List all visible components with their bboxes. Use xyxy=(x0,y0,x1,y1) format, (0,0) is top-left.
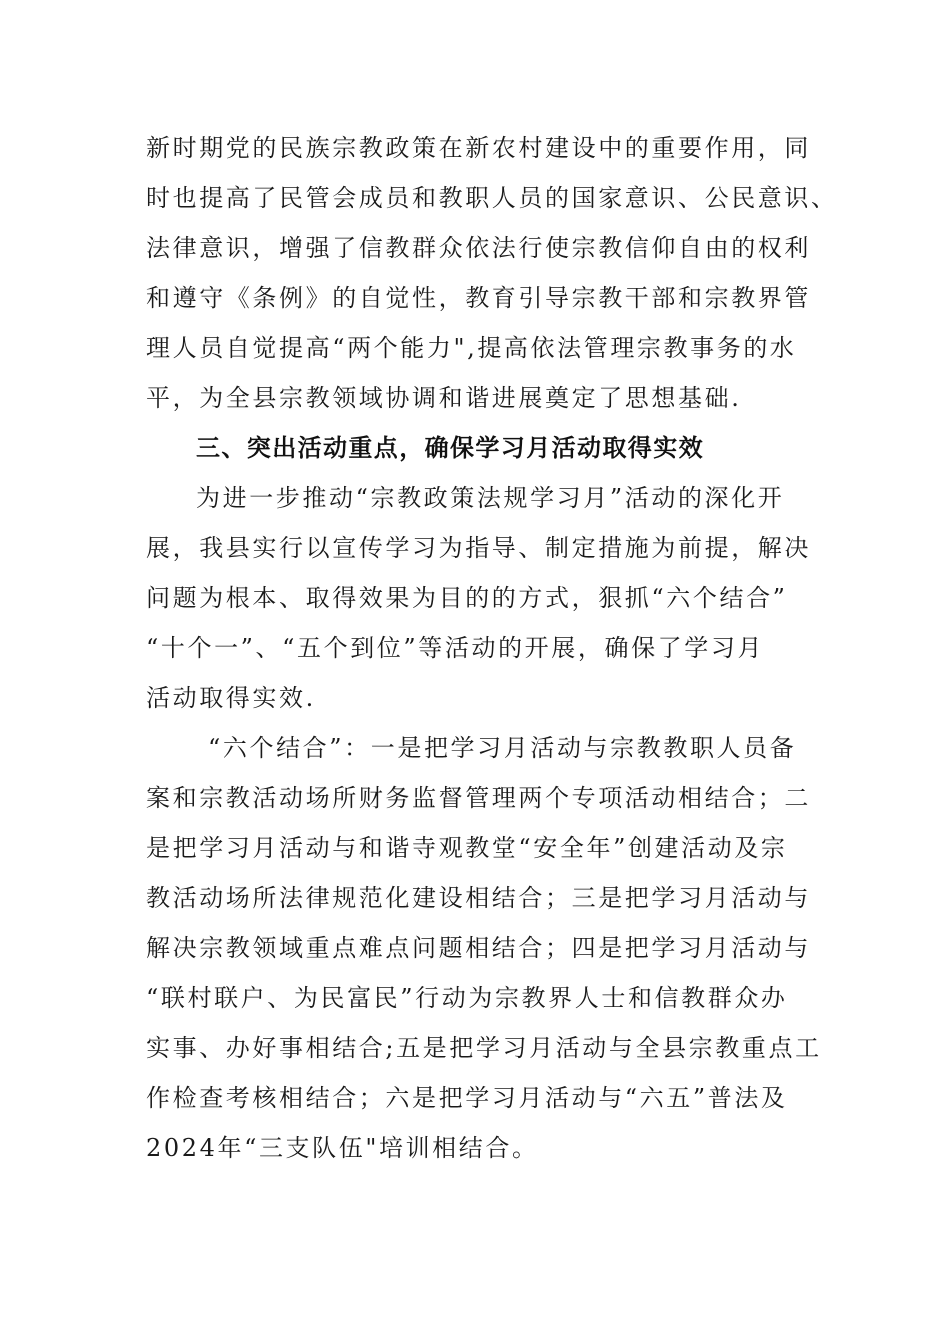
paragraph-line: 问题为根本、取得效果为目的的方式，狠抓“六个结合” xyxy=(146,584,788,612)
paragraph-line: 活动取得实效. xyxy=(146,684,316,712)
paragraph-line: 作检查考核相结合；六是把学习月活动与“六五”普法及 xyxy=(146,1084,788,1112)
paragraph-line: “十个一”、“五个到位”等活动的开展，确保了学习月 xyxy=(146,634,765,662)
paragraph-line: 平，为全县宗教领域协调和谐进展奠定了思想基础. xyxy=(146,384,742,412)
paragraph-line: 是把学习月活动与和谐寺观教堂“安全年”创建活动及宗 xyxy=(146,834,788,862)
paragraph-line: 案和宗教活动场所财务监督管理两个专项活动相结合；二 xyxy=(146,784,811,812)
paragraph-line: 为进一步推动“宗教政策法规学习月”活动的深化开 xyxy=(196,484,785,512)
paragraph-line: 和遵守《条例》的自觉性，教育引导宗教干部和宗教界管 xyxy=(146,284,811,312)
paragraph-line: 实事、办好事相结合;五是把学习月活动与全县宗教重点工 xyxy=(146,1034,822,1062)
paragraph-line: 解决宗教领域重点难点问题相结合；四是把学习月活动与 xyxy=(146,934,811,962)
paragraph-line: 法律意识，增强了信教群众依法行使宗教信仰自由的权利 xyxy=(146,234,811,262)
paragraph-line: 新时期党的民族宗教政策在新农村建设中的重要作用，同 xyxy=(146,134,811,162)
paragraph-line: 时也提高了民管会成员和教职人员的国家意识、公民意识、 xyxy=(146,184,838,212)
paragraph-line: “六个结合”：一是把学习月活动与宗教教职人员备 xyxy=(208,734,797,762)
paragraph-line: “联村联户、为民富民”行动为宗教界人士和信教群众办 xyxy=(146,984,788,1012)
paragraph-line: 2024年“三支队伍"培训相结合。 xyxy=(146,1134,539,1162)
paragraph-line: 教活动场所法律规范化建设相结合；三是把学习月活动与 xyxy=(146,884,811,912)
paragraph-line: 理人员自觉提高“两个能力",提高依法管理宗教事务的水 xyxy=(146,334,797,362)
paragraph-line: 展，我县实行以宣传学习为指导、制定措施为前提，解决 xyxy=(146,534,811,562)
section-heading: 三、突出活动重点，确保学习月活动取得实效 xyxy=(196,434,704,462)
